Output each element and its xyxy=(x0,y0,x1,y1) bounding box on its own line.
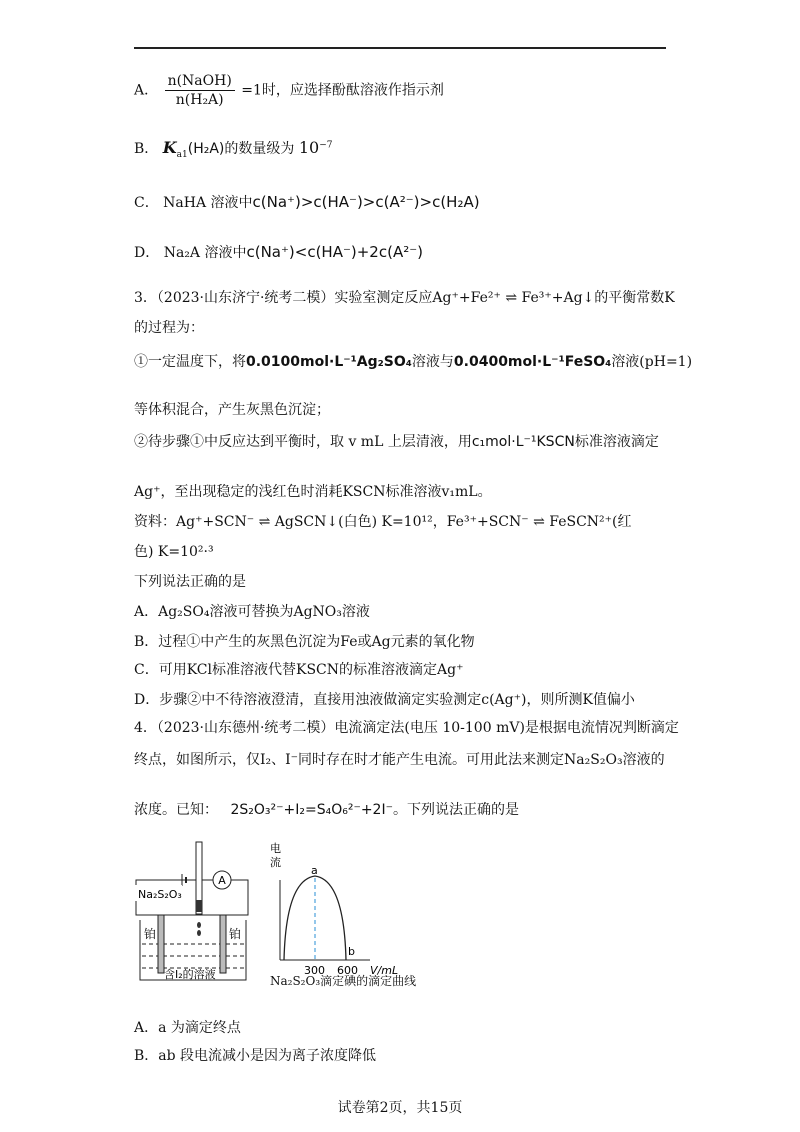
point-b-label: b xyxy=(348,945,355,958)
x-axis-label: V/mL xyxy=(370,964,399,977)
option-c-text: NaHA 溶液中 xyxy=(163,195,253,211)
reagent-label: Na₂S₂O₃ xyxy=(138,888,182,901)
fraction-denominator: n(H₂A) xyxy=(175,92,224,108)
titration-figure xyxy=(134,840,434,990)
ag2so4-conc: 0.0100mol·L⁻¹Ag₂SO₄ xyxy=(246,354,412,370)
q3-step1-cont: 等体积混合，产生灰黑色沉淀； xyxy=(134,402,330,418)
q3-stem: 3．（2023·山东济宁·统考二模）实验室测定反应Ag⁺+Fe²⁺ ⇌ Fe³⁺+Ag↓的平衡常数K xyxy=(134,290,675,306)
titration-curve xyxy=(270,841,398,977)
fraction xyxy=(165,72,235,109)
q4-stem-cont: 终点，如图所示，仅I₂、I⁻同时存在时才能产生电流。可用此法来测定Na₂S₂O₃溶液的 xyxy=(134,752,665,768)
page-footer: 试卷第2页，共15页 xyxy=(337,1100,463,1116)
fraction-numerator: n(NaOH) xyxy=(165,72,235,91)
q4-option-b: B．ab 段电流减小是因为离子浓度降低 xyxy=(134,1048,377,1064)
option-b-text: 的数量级为 xyxy=(224,141,295,157)
feso4-conc: 0.0400mol·L⁻¹FeSO₄ xyxy=(453,354,612,370)
option-label: B． xyxy=(134,141,159,157)
option-d xyxy=(134,242,423,263)
q3-option-c: C．可用KCl标准溶液代替KSCN的标准溶液滴定Ag⁺ xyxy=(134,662,464,678)
figure-caption: Na₂S₂O₃滴定碘的滴定曲线 xyxy=(270,974,417,988)
step1-text: ①一定温度下，将 xyxy=(134,354,246,370)
y-axis-label-1: 电 xyxy=(270,842,281,855)
burette-tip xyxy=(196,900,202,912)
option-label: A． xyxy=(134,82,159,99)
point-a-label: a xyxy=(311,864,318,877)
magnitude-base: 10 xyxy=(298,138,320,157)
drop xyxy=(197,922,201,928)
magnitude-exponent: −7 xyxy=(319,140,333,151)
step1-text-3: 溶液(pH=1) xyxy=(611,354,693,370)
left-electrode xyxy=(158,915,164,973)
apparatus xyxy=(134,842,248,981)
right-electrode xyxy=(220,915,226,973)
option-a-text: =1时，应选择酚酞溶液作指示剂 xyxy=(241,82,444,99)
option-label: D． xyxy=(134,245,160,261)
q3-stem-cont: 的过程为： xyxy=(134,320,204,336)
q3-option-a: A．Ag₂SO₄溶液可替换为AgNO₃溶液 xyxy=(134,604,370,620)
q4-prompt: 。下列说法正确的是 xyxy=(392,802,519,818)
option-label: C． xyxy=(134,195,159,211)
option-c xyxy=(134,192,480,213)
q3-step2 xyxy=(134,432,659,452)
ka-symbol: K xyxy=(162,138,177,157)
step1-text-2: 溶液与 xyxy=(411,354,454,370)
option-c-expression: c(Na⁺)>c(HA⁻)>c(A²⁻)>c(H₂A) xyxy=(252,193,480,211)
right-electrode-label: 铂 xyxy=(229,927,242,941)
solution-label: 含I₂的溶液 xyxy=(164,968,216,981)
step2-text-2: 标准溶液滴定 xyxy=(574,434,659,450)
option-b xyxy=(134,138,332,159)
q3-prompt: 下列说法正确的是 xyxy=(134,574,246,590)
left-electrode-label: 铂 xyxy=(144,927,157,941)
option-a xyxy=(134,72,444,109)
q3-option-d: D．步骤②中不待溶液澄清，直接用浊液做滴定实验测定c(Ag⁺)，则所测K值偏小 xyxy=(134,692,635,708)
q3-data-cont: 色) K=10²·³ xyxy=(134,544,214,560)
q3-option-b: B．过程①中产生的灰黑色沉淀为Fe或Ag元素的氧化物 xyxy=(134,634,475,650)
step2-text: ②待步骤①中反应达到平衡时，取 v mL 上层清液，用 xyxy=(134,434,472,450)
option-d-text: Na₂A 溶液中 xyxy=(163,245,247,261)
q4-stem: 4．（2023·山东德州·统考二模）电流滴定法(电压 10-100 mV)是根据电流情况判断滴定 xyxy=(134,720,679,736)
top-rule xyxy=(134,47,666,49)
q3-data: 资料：Ag⁺+SCN⁻ ⇌ AgSCN↓(白色) K=10¹²，Fe³⁺+SCN⁻ ⇌ FeSCN²⁺(红 xyxy=(134,514,632,530)
option-d-expression: c(Na⁺)<c(HA⁻)+2c(A²⁻) xyxy=(246,243,423,261)
q3-step2-cont: Ag⁺，至出现稳定的浅红色时消耗KSCN标准溶液v₁mL。 xyxy=(134,484,492,500)
ammeter-label: A xyxy=(218,874,226,887)
x-tick-300: 300 xyxy=(304,964,325,977)
q4-known-label: 浓度。已知： xyxy=(134,802,218,818)
ka-subscript: a1 xyxy=(176,149,188,160)
q4-option-a: A．a 为滴定终点 xyxy=(134,1020,241,1036)
ka-species: (H₂A) xyxy=(187,141,225,157)
drop xyxy=(197,930,201,936)
q4-equation: 2S₂O₃²⁻+I₂=S₄O₆²⁻+2I⁻ xyxy=(230,802,393,818)
kscn-conc: c₁mol·L⁻¹KSCN xyxy=(471,434,575,450)
q3-step1 xyxy=(134,352,692,372)
q4-stem-eq xyxy=(134,800,519,820)
x-tick-600: 600 xyxy=(337,964,358,977)
y-axis-label-2: 流 xyxy=(270,856,281,869)
